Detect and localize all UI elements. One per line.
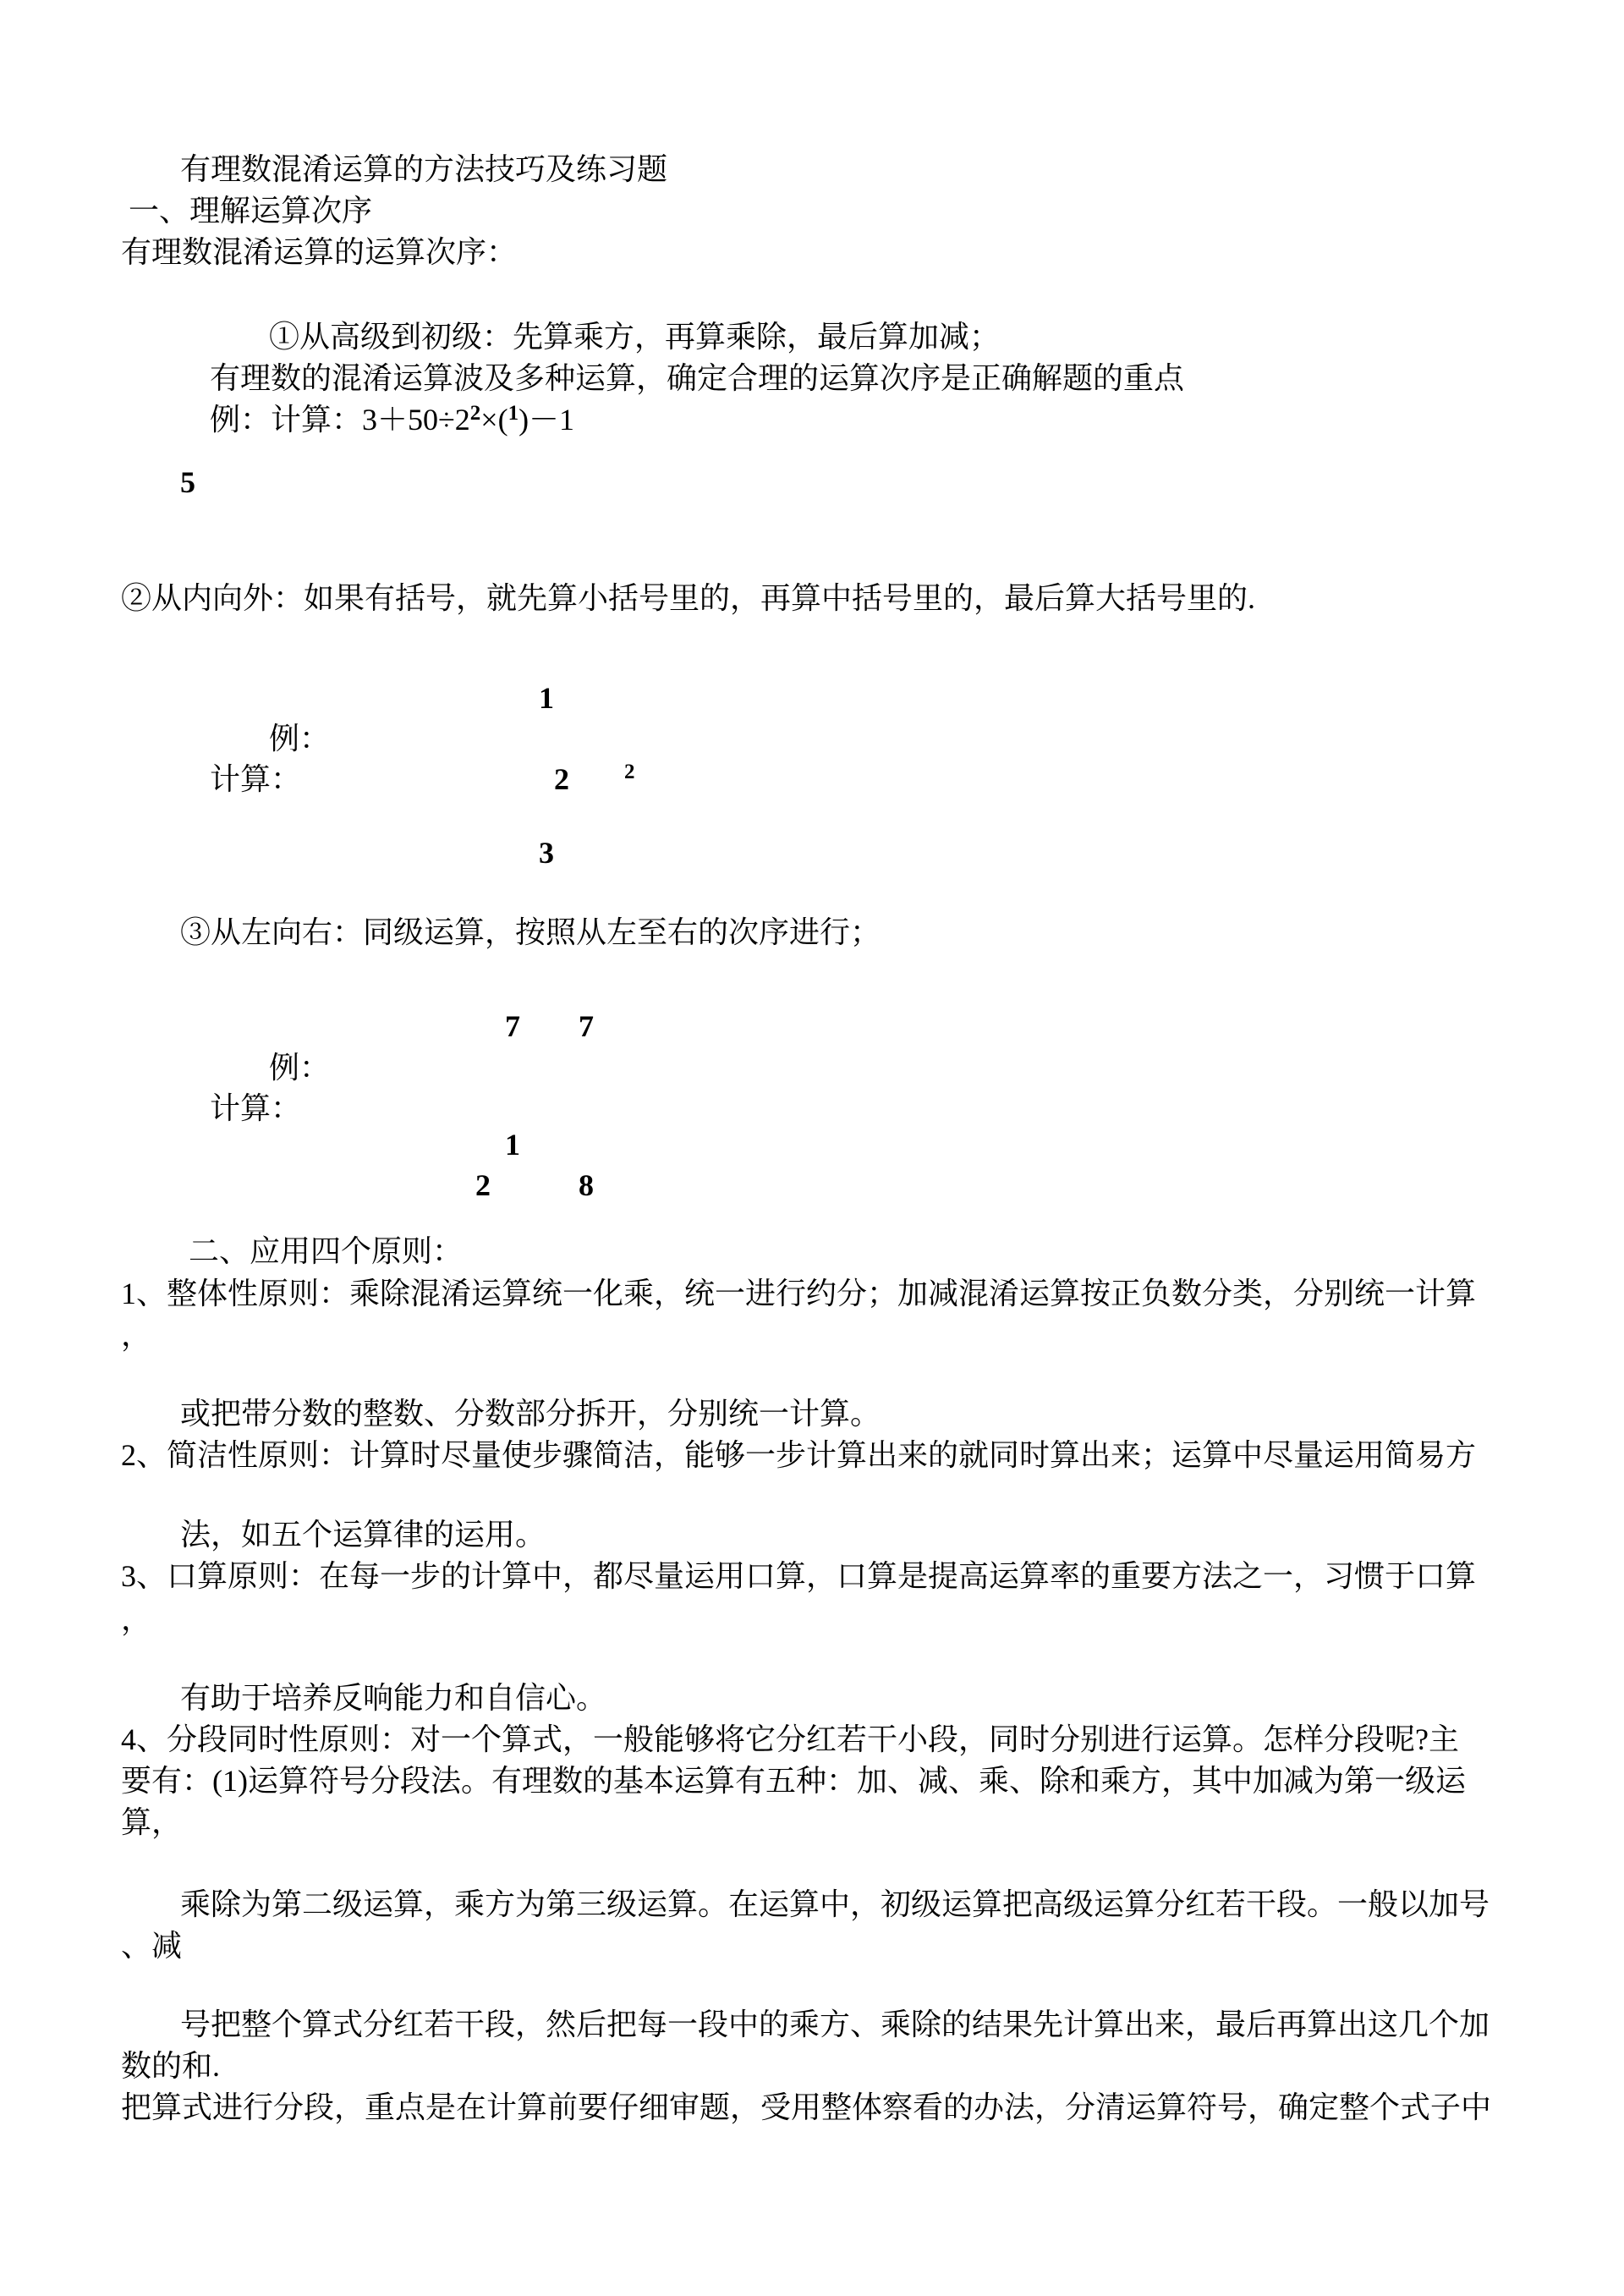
principle4-line6: 号把整个算式分红若干段，然后把每一段中的乘方、乘除的结果先计算出来，最后再算出这几个加 xyxy=(180,2008,1490,2041)
principle3-line1: 3、口算原则：在每一步的计算中，都尽量运用口算，口算是提高运算率的重要方法之一，习惯于口算 xyxy=(121,1559,1477,1593)
doc-title: 有理数混淆运算的方法技巧及练习题 xyxy=(180,152,668,186)
rule2-example-bottom-number: 3 xyxy=(539,836,554,870)
rule2-example-mid-number: 2 xyxy=(554,762,569,796)
formula-close: )－1 xyxy=(518,403,575,437)
section1-heading: 一、理解运算次序 xyxy=(129,194,373,228)
principle4-line1: 4、分段同时性原则：对一个算式，一般能够将它分红若干小段，同时分别进行运算。怎样分段呢?主 xyxy=(121,1722,1459,1756)
rule3-example-bottom-right-number: 8 xyxy=(579,1168,594,1202)
principle1-line2: ， xyxy=(121,1318,152,1352)
rule2-line1: ②从内向外：如果有括号，就先算小括号里的，再算中括号里的，最后算大括号里的. xyxy=(121,581,1256,615)
principle1-line1: 1、整体性原则：乘除混淆运算统一化乘，统一进行约分；加减混淆运算按正负数分类，分别统一计算 xyxy=(121,1277,1477,1310)
principle2-line2: 法，如五个运算律的运用。 xyxy=(180,1518,546,1552)
principle4-line2: 要有：(1)运算符号分段法。有理数的基本运算有五种：加、减、乘、除和乘方，其中加减为第一级运 xyxy=(121,1764,1466,1798)
rule1-line1: ①从高级到初级：先算乘方，再算乘除，最后算加减； xyxy=(269,320,1001,354)
rule3-example-mid-number: 1 xyxy=(505,1128,520,1162)
principle4-line7: 数的和. xyxy=(121,2049,221,2083)
rule2-example-label: 例： xyxy=(269,722,331,755)
rule2-compute-label: 计算： xyxy=(210,762,302,796)
rule2-example-top-number: 1 xyxy=(539,681,554,715)
rule3-example-top-right-number: 7 xyxy=(579,1009,594,1043)
principle3-line3: 有助于培养反响能力和自信心。 xyxy=(180,1681,607,1715)
principle4-line3: 算， xyxy=(121,1805,183,1839)
formula-times-open: ×( xyxy=(480,403,508,437)
principle4-line4: 乘除为第二级运算，乘方为第三级运算。在运算中，初级运算把高级运算分红若干段。一般以加号 xyxy=(180,1887,1490,1921)
rule3-line1: ③从左向右：同级运算，按照从左至右的次序进行； xyxy=(180,915,881,949)
rule3-example-top-left-number: 7 xyxy=(505,1009,520,1043)
formula-fraction-denominator: 5 xyxy=(180,465,195,499)
principle1-line3: 或把带分数的整数、分数部分拆开，分别统一计算。 xyxy=(180,1397,881,1431)
principle2-line1: 2、简洁性原则：计算时尽量使步骤简洁，能够一步计算出来的就同时算出来；运算中尽量运用简易方 xyxy=(121,1438,1477,1472)
rule3-example-label: 例： xyxy=(269,1051,331,1085)
principle4-line5: 、减 xyxy=(121,1929,183,1963)
closing-paragraph-line1: 把算式进行分段，重点是在计算前要仔细审题，受用整体察看的办法，分清运算符号，确定整个式子中 xyxy=(121,2090,1492,2124)
formula-exponent: 2 xyxy=(469,402,481,425)
rule1-line2: 有理数的混淆运算波及多种运算，确定合理的运算次序是正确解题的重点 xyxy=(210,361,1185,395)
rule1-example-formula xyxy=(210,399,574,444)
formula-prefix: 例：计算：3＋50÷2 xyxy=(210,403,470,437)
rule2-example-exponent: 2 xyxy=(624,761,635,783)
formula-fraction-numerator: 1 xyxy=(508,402,519,425)
principle3-line2: ， xyxy=(121,1602,152,1636)
rule3-example-bottom-left-number: 2 xyxy=(475,1168,491,1202)
rule3-compute-label: 计算： xyxy=(210,1091,302,1125)
section2-heading: 二、应用四个原则： xyxy=(189,1234,464,1268)
section1-intro: 有理数混淆运算的运算次序： xyxy=(121,235,518,269)
